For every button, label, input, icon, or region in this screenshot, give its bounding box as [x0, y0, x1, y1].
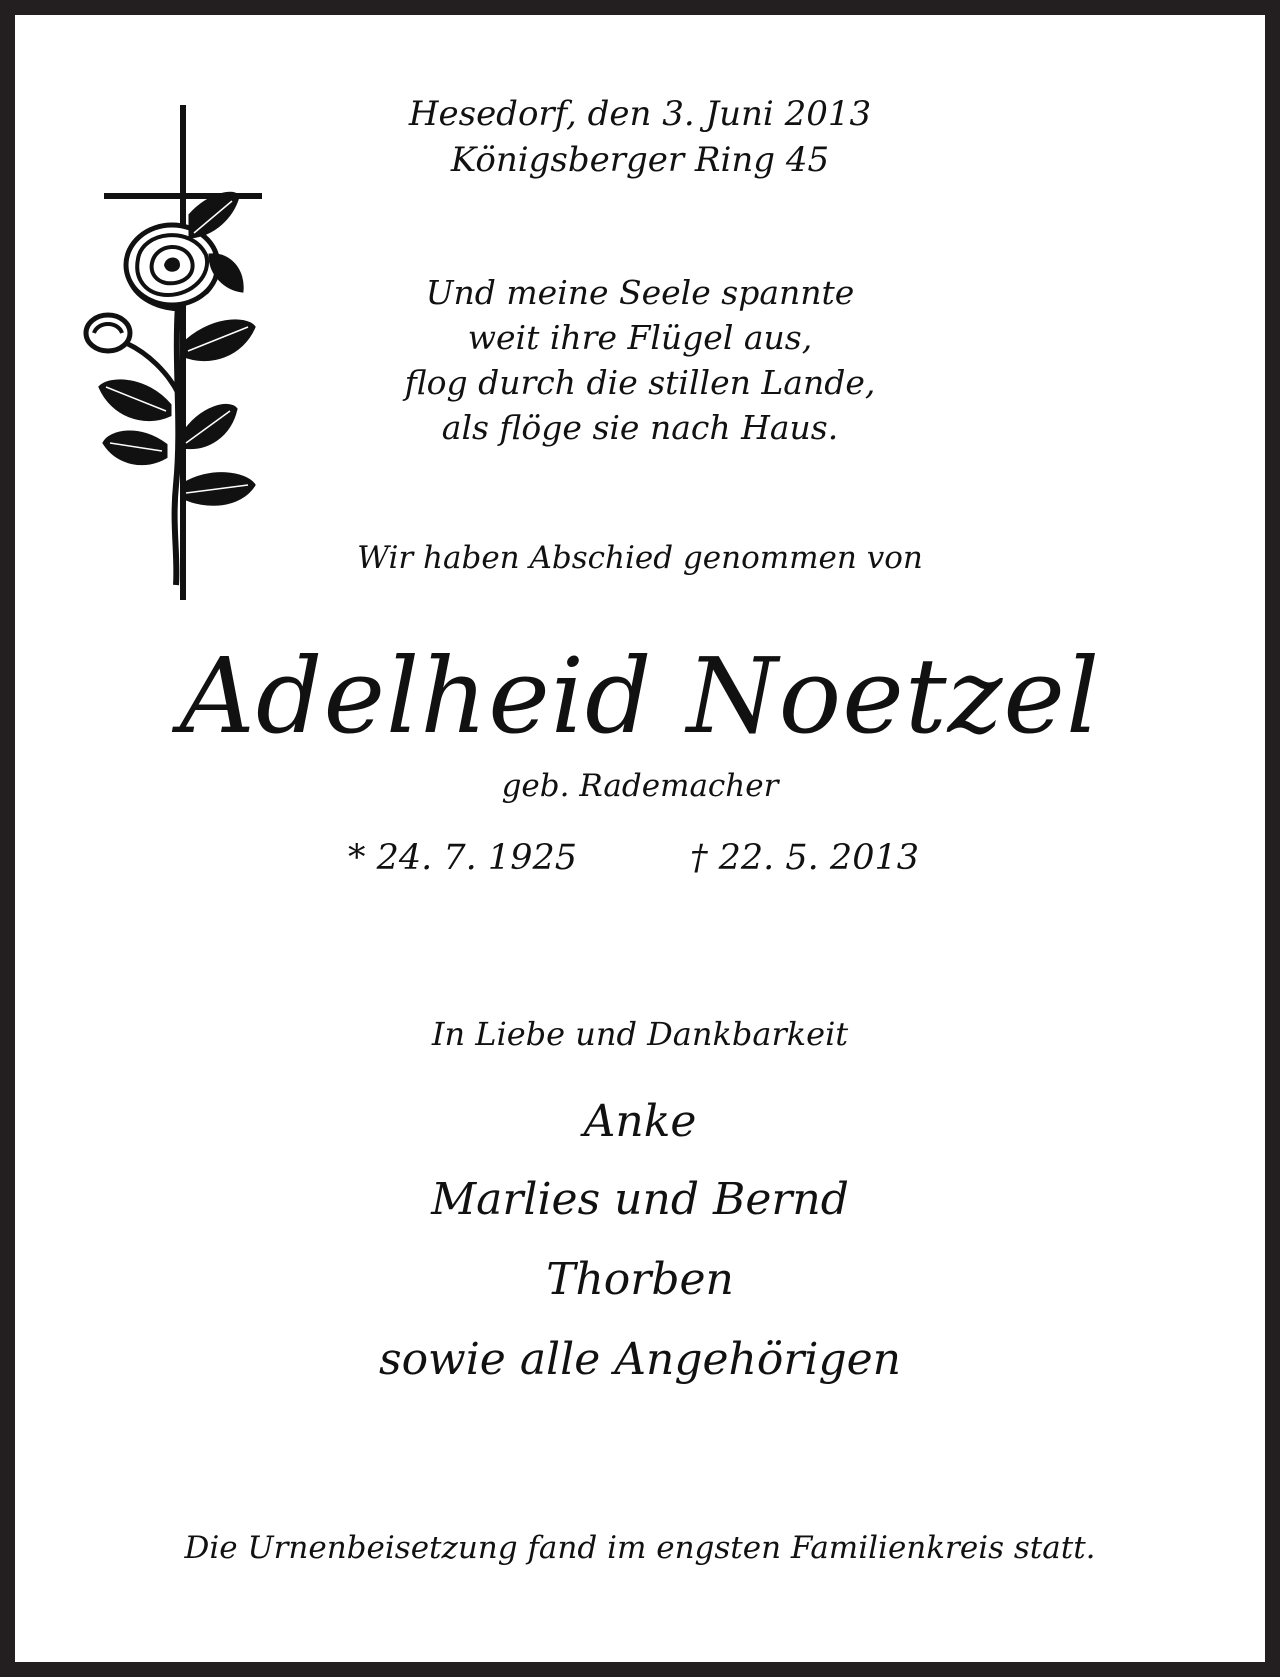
birth-date: * 24. 7. 1925 — [348, 838, 578, 878]
mourner-name: Marlies und Bernd — [431, 1174, 849, 1225]
place-date: Hesedorf, den 3. Juni 2013 — [408, 94, 872, 134]
mourner-name: Anke — [583, 1096, 697, 1147]
birth-name: geb. Rademacher — [501, 768, 779, 804]
mourner-name: sowie alle Angehörigen — [378, 1334, 902, 1385]
verse-line: als flöge sie nach Haus. — [441, 408, 839, 447]
deceased-name: Adelheid Noetzel — [179, 635, 1101, 757]
address: Königsberger Ring 45 — [450, 140, 830, 180]
verse-line: flog durch die stillen Lande, — [404, 363, 876, 402]
mourner-name: Thorben — [546, 1254, 734, 1305]
verse-line: Und meine Seele spannte — [425, 273, 855, 312]
farewell-intro: Wir haben Abschied genommen von — [357, 540, 923, 576]
verse-line: weit ihre Flügel aus, — [467, 318, 813, 357]
death-date: † 22. 5. 2013 — [690, 838, 920, 878]
closing-phrase: In Liebe und Dankbarkeit — [431, 1015, 849, 1053]
burial-note: Die Urnenbeisetzung fand im engsten Familienkreis statt. — [184, 1530, 1096, 1566]
